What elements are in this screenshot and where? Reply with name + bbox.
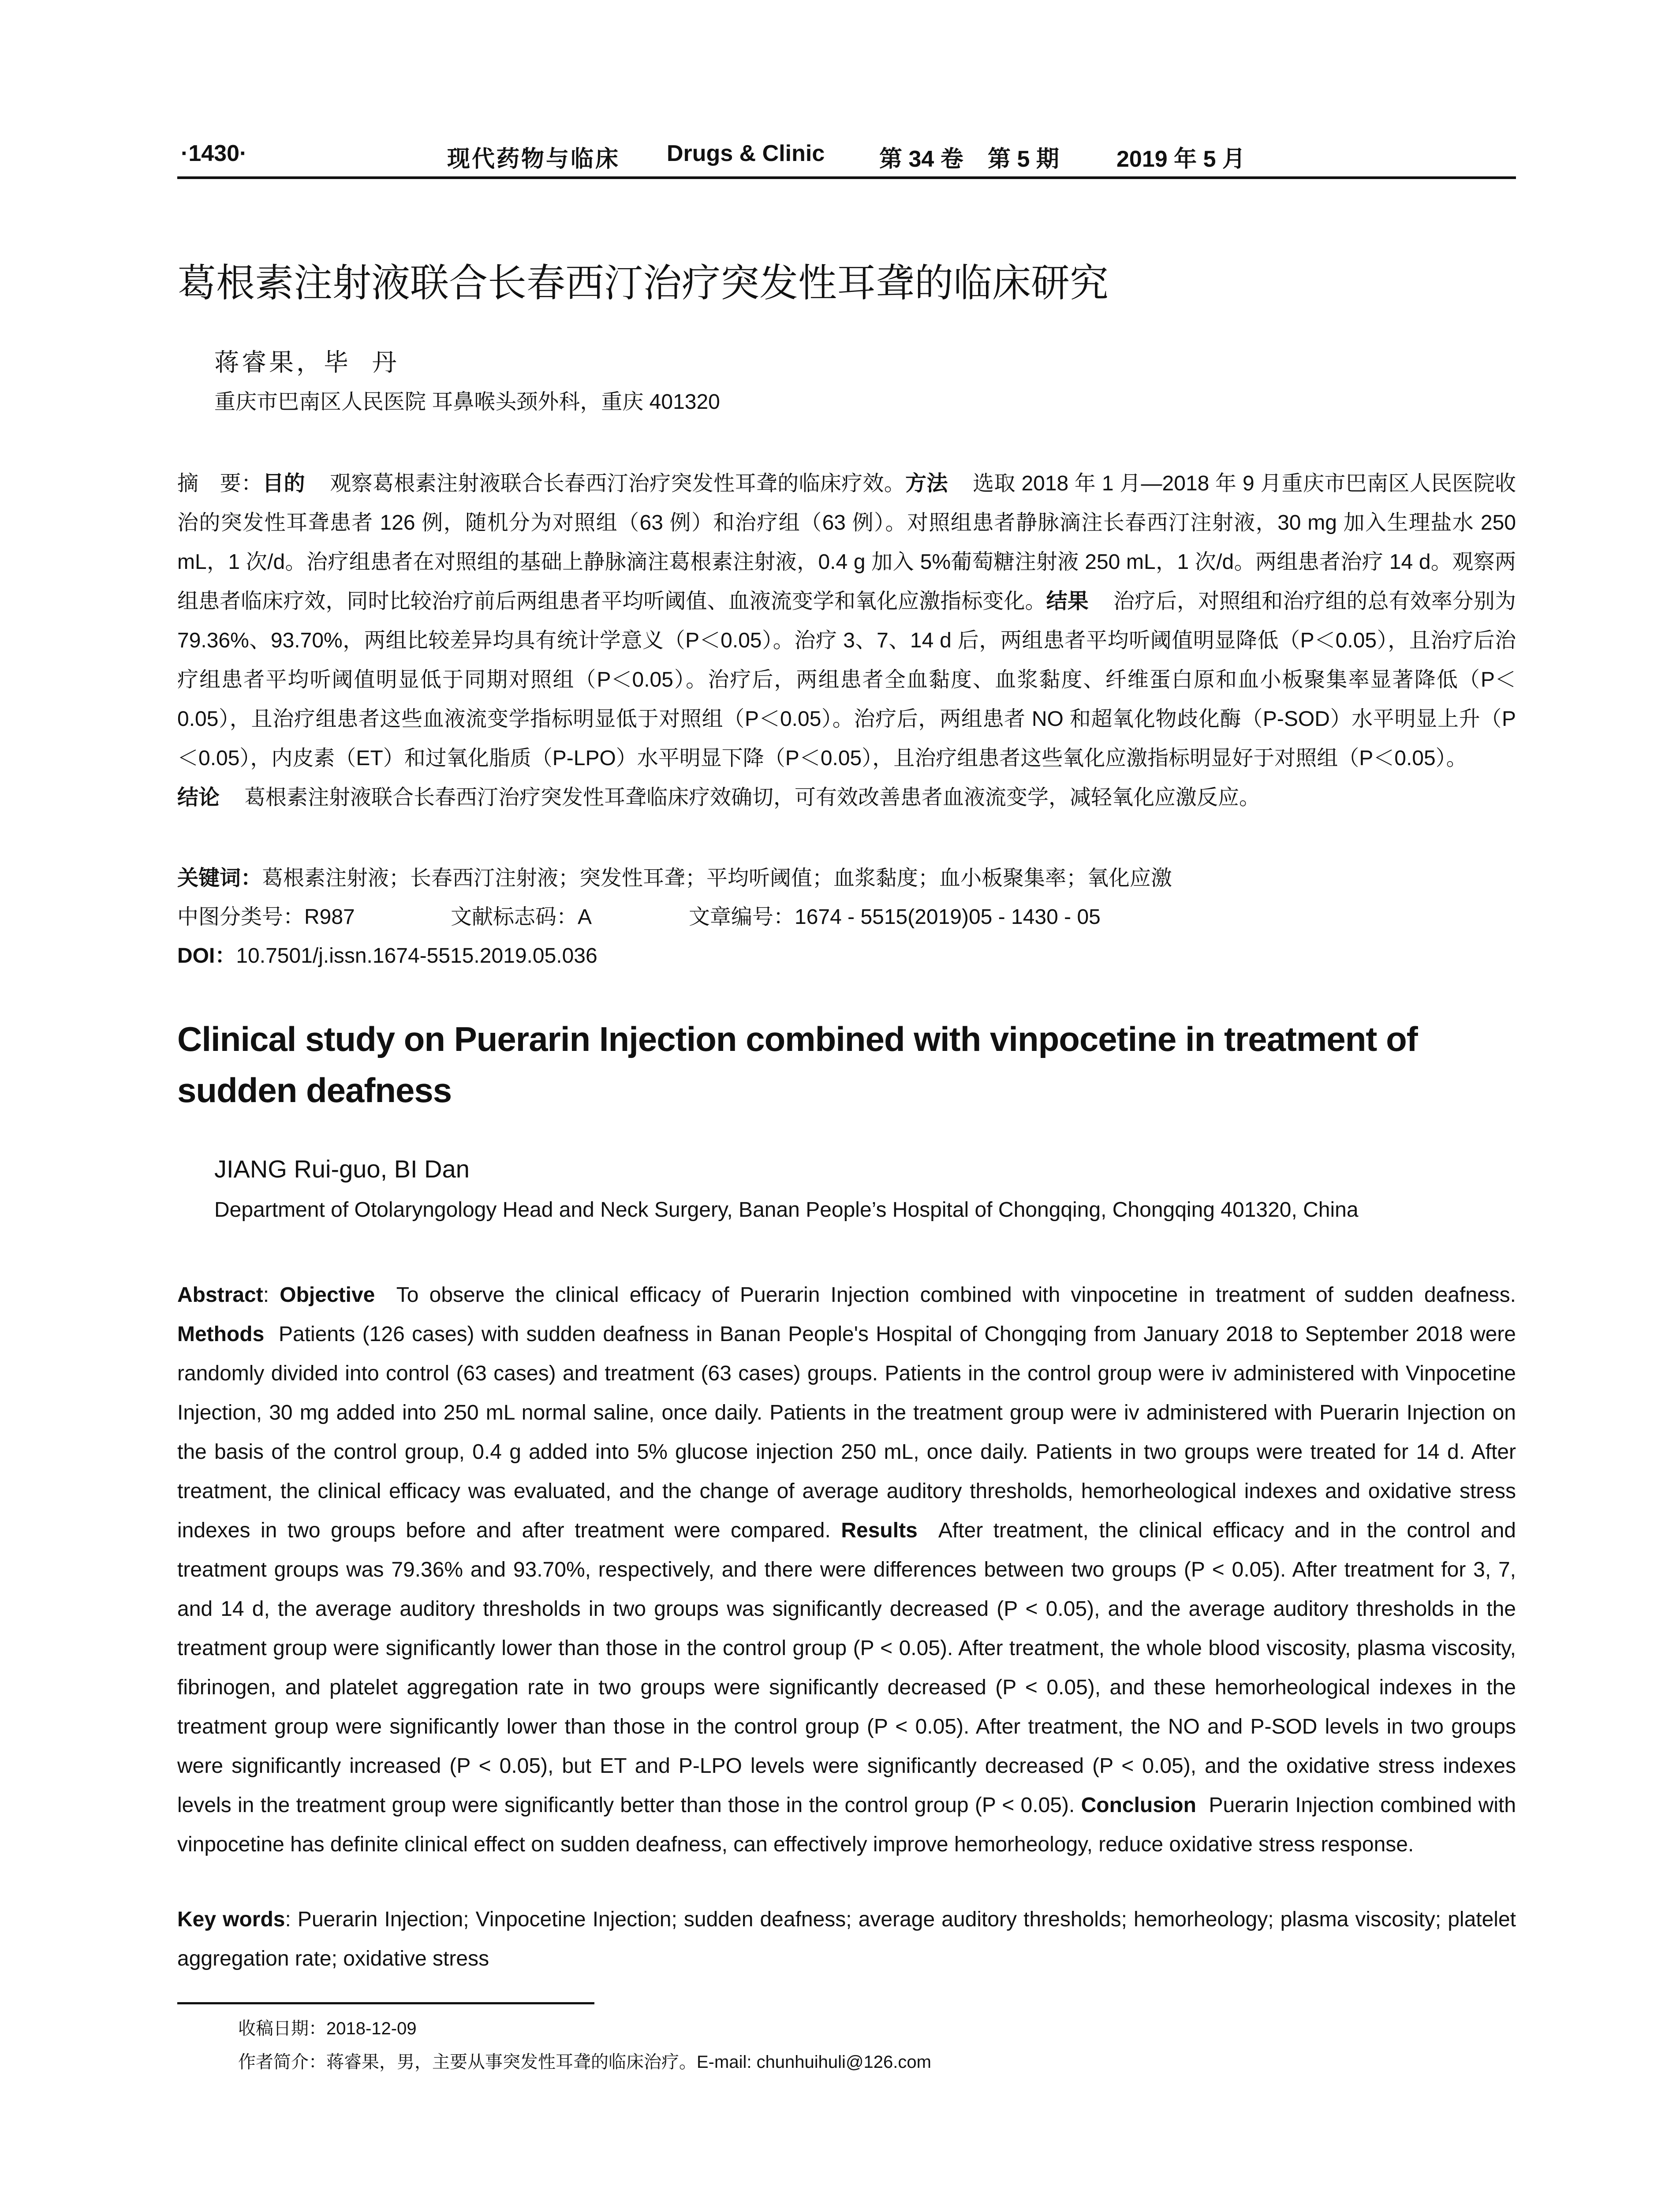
results-label-en: Results — [841, 1519, 918, 1542]
objective-label-en: Objective — [280, 1283, 375, 1307]
classification-row — [177, 900, 1101, 930]
volume: 第 34 卷 — [879, 146, 963, 172]
clc-number: 中图分类号：R987 — [177, 905, 355, 929]
results-zh: 治疗后，对照组和治疗组的总有效率分别为 79.36%、93.70%，两组比较差异均具有统计学意义（P＜0.05）。治疗 3、7、14 d 后，两组患者平均听阈值明显降低（P＜0.05），且治疗后治疗组患者平均听阈值明显低于同期对照组（P＜0.05）。治疗后，两组患者全血黏度、血浆黏度、纤维蛋白原和血小板聚集率显著降低（P＜0.05），且治疗组患者这些血液流变学指标明显低于对照组（P＜0.05）。治疗后，两组患者 NO 和超氧化物歧化酶（P-SOD）水平明显上升（P＜0.05），内皮素（ET）和过氧化脂质（P-LPO）水平明显下降（P＜0.05），且治疗组患者这些氧化应激指标明显好于对照组（P＜0.05）。 — [177, 590, 1516, 770]
results-en: After treatment, the clinical efficacy and in the control and treatment groups was 79.36% and 93.70%, respectively, and there were differences between two groups (P < 0.05). After treatment for 3, 7, and 14 d, the average auditory thresholds in two groups was significantly decreased (P < 0.05), and the average auditory thresholds in the treatment group were significantly lower than those in the control group (P < 0.05). After treatment, the whole blood viscosity, plasma viscosity, fibrinogen, and platelet aggregation rate in two groups were significantly decreased (P < 0.05), and these hemorheological indexes in the treatment group were significantly lower than those in the control group (P < 0.05). After treatment, the NO and P-SOD levels in two groups were significantly increased (P < 0.05), but ET and P-LPO levels were significantly decreased (P < 0.05), and the oxidative stress indexes levels in the treatment group were significantly better than those in the control group (P < 0.05). — [177, 1519, 1516, 1817]
methods-en: Patients (126 cases) with sudden deafness in Banan People's Hospital of Chongqing from January 2018 to September 2018 were randomly divided into control (63 cases) and treatment (63 cases) groups. Patients in the control group were iv administered with Vinpocetine Injection, 30 mg added into 250 mL normal saline, once daily. Patients in the treatment group were iv administered with Puerarin Injection on the basis of the control group, 0.4 g added into 5% glucose injection 250 mL, once daily. Patients in two groups were treated for 14 d. After treatment, the clinical efficacy was evaluated, and the change of average auditory thresholds, hemorheological indexes and oxidative stress indexes in two groups before and after treatment were compared. — [177, 1323, 1516, 1542]
footnote-rule — [177, 2002, 594, 2004]
header-rule — [177, 176, 1516, 179]
results-label-zh: 结果 — [1046, 590, 1089, 613]
doi-label: DOI： — [177, 944, 236, 968]
keywords-zh — [177, 861, 1172, 891]
issue: 第 5 期 — [988, 146, 1059, 172]
doi-value[interactable]: 10.7501/j.issn.1674-5515.2019.05.036 — [236, 944, 597, 968]
journal-name-zh: 现代药物与临床 — [447, 146, 620, 172]
conclusion-en: Puerarin Injection combined with vinpocetine has definite clinical effect on sudden deafness, can effectively improve hemorheology, reduce oxidative stress response. — [177, 1794, 1516, 1856]
objective-en: To observe the clinical efficacy of Puerarin Injection combined with vinpocetine in treatment of sudden deafness. — [396, 1283, 1516, 1307]
journal-name-en: Drugs & Clinic — [667, 141, 825, 166]
keywords-text-zh: 葛根素注射液；长春西汀注射液；突发性耳聋；平均听阈值；血浆黏度；血小板聚集率；氧化应激 — [262, 867, 1172, 890]
affiliation-en: Department of Otolaryngology Head and Neck Surgery, Banan People’s Hospital of Chongqing, Chongqing 401320, China — [214, 1198, 1359, 1222]
methods-zh: 选取 2018 年 1 月—2018 年 9 月重庆市巴南区人民医院收治的突发性耳聋患者 126 例，随机分为对照组（63 例）和治疗组（63 例）。对照组患者静脉滴注长春西汀注射液，30 mg 加入生理盐水 250 mL，1 次/d。治疗组患者在对照组的基础上静脉滴注葛根素注射液，0.4 g 加入 5%葡萄糖注射液 250 mL，1 次/d。两组患者治疗 14 d。观察两组患者临床疗效，同时比较治疗前后两组患者平均听阈值、血液流变学和氧化应激指标变化。 — [177, 472, 1516, 613]
methods-label-en: Methods — [177, 1323, 265, 1346]
objective-label-zh: 目的 — [262, 472, 305, 495]
keywords-label-en: Key words — [177, 1908, 285, 1931]
authors-zh: 蒋睿果，毕 丹 — [214, 348, 399, 377]
conclusion-label-zh: 结论 — [177, 786, 220, 809]
author-bio: 作者简介：蒋睿果，男，主要从事突发性耳聋的临床治疗。E-mail: chunhuihuli@126.com — [238, 2052, 931, 2072]
objective-zh: 观察葛根素注射液联合长春西汀治疗突发性耳聋的临床疗效。 — [329, 472, 906, 495]
title-zh: 葛根素注射液联合长春西汀治疗突发性耳聋的临床研究 — [177, 260, 1109, 306]
methods-label-zh: 方法 — [905, 472, 948, 495]
keywords-label-zh: 关键词： — [177, 867, 262, 890]
conclusion-zh: 葛根素注射液联合长春西汀治疗突发性耳聋临床疗效确切，可有效改善患者血液流变学，减轻氧化应激反应。 — [244, 786, 1261, 809]
doi — [177, 938, 597, 969]
publication-date: 2019 年 5 月 — [1116, 146, 1245, 172]
received-date: 收稿日期：2018-12-09 — [238, 2019, 417, 2038]
document-code: 文献标志码：A — [451, 905, 592, 929]
authors-en: JIANG Rui-guo, BI Dan — [214, 1155, 470, 1183]
keywords-en: Key words: Puerarin Injection; Vinpocetine Injection; sudden deafness; average auditory thresholds; hemorheology; plasma viscosity; platelet aggregation rate; oxidative stress — [177, 1908, 1516, 1970]
conclusion-label-en: Conclusion — [1081, 1794, 1196, 1817]
running-header — [177, 140, 1516, 176]
page-number: ·1430· — [181, 141, 247, 166]
keywords-text-en: Puerarin Injection; Vinpocetine Injection; sudden deafness; average auditory thresholds; hemorheology; plasma viscosity; platelet aggregation rate; oxidative stress — [177, 1908, 1516, 1970]
article-number: 文章编号：1674 - 5515(2019)05 - 1430 - 05 — [689, 905, 1101, 929]
abstract-zh — [177, 464, 1516, 817]
affiliation-zh: 重庆市巴南区人民医院 耳鼻喉头颈外科，重庆 401320 — [214, 390, 720, 414]
abstract-label-en: Abstract — [177, 1283, 263, 1307]
title-en: Clinical study on Puerarin Injection combined with vinpocetine in treatment of sudden deafness — [177, 1020, 1418, 1110]
abstract-label-zh: 摘 要： — [177, 472, 263, 495]
abstract-en: Abstract: Objective To observe the clinical efficacy of Puerarin Injection combined with vinpocetine in treatment of sudden deafness. Methods Patients (126 cases) with sudden deafness in Banan People's Hospital of Chongqing from January 2018 to September 2018 were randomly divided into control (63 cases) and treatment (63 cases) groups. Patients in the control group were iv administered with Vinpocetine Injection, 30 mg added into 250 mL normal saline, once daily. Patients in the treatment group were iv administered with Puerarin Injection on the basis of the control group, 0.4 g added into 5% glucose injection 250 mL, once daily. Patients in two groups were treated for 14 d. After treatment, the clinical efficacy was evaluated, and the change of average auditory thresholds, hemorheological indexes and oxidative stress indexes in two groups before and after treatment were compared. Results After treatment, the clinical efficacy and in the control and treatment groups was 79.36% and 93.70%, respectively, and there were differences between two groups (P < 0.05). After treatment for 3, 7, and 14 d, the average auditory thresholds in two groups was significantly decreased (P < 0.05), and the average auditory thresholds in the treatment group were significantly lower than those in the control group (P < 0.05). After treatment, the whole blood viscosity, plasma viscosity, fibrinogen, and platelet aggregation rate in two groups were significantly decreased (P < 0.05), and these hemorheological indexes in the treatment group were significantly lower than those in the control group (P < 0.05). After treatment, the NO and P-SOD levels in two groups were significantly increased (P < 0.05), but ET and P-LPO levels were significantly decreased (P < 0.05), and the oxidative stress indexes levels in the treatment group were significantly better than those in the control group (P < 0.05). Conclusion Puerarin Injection combined with vinpocetine has definite clinical effect on sudden deafness, can effectively improve hemorheology, reduce oxidative stress response. — [177, 1283, 1516, 1856]
